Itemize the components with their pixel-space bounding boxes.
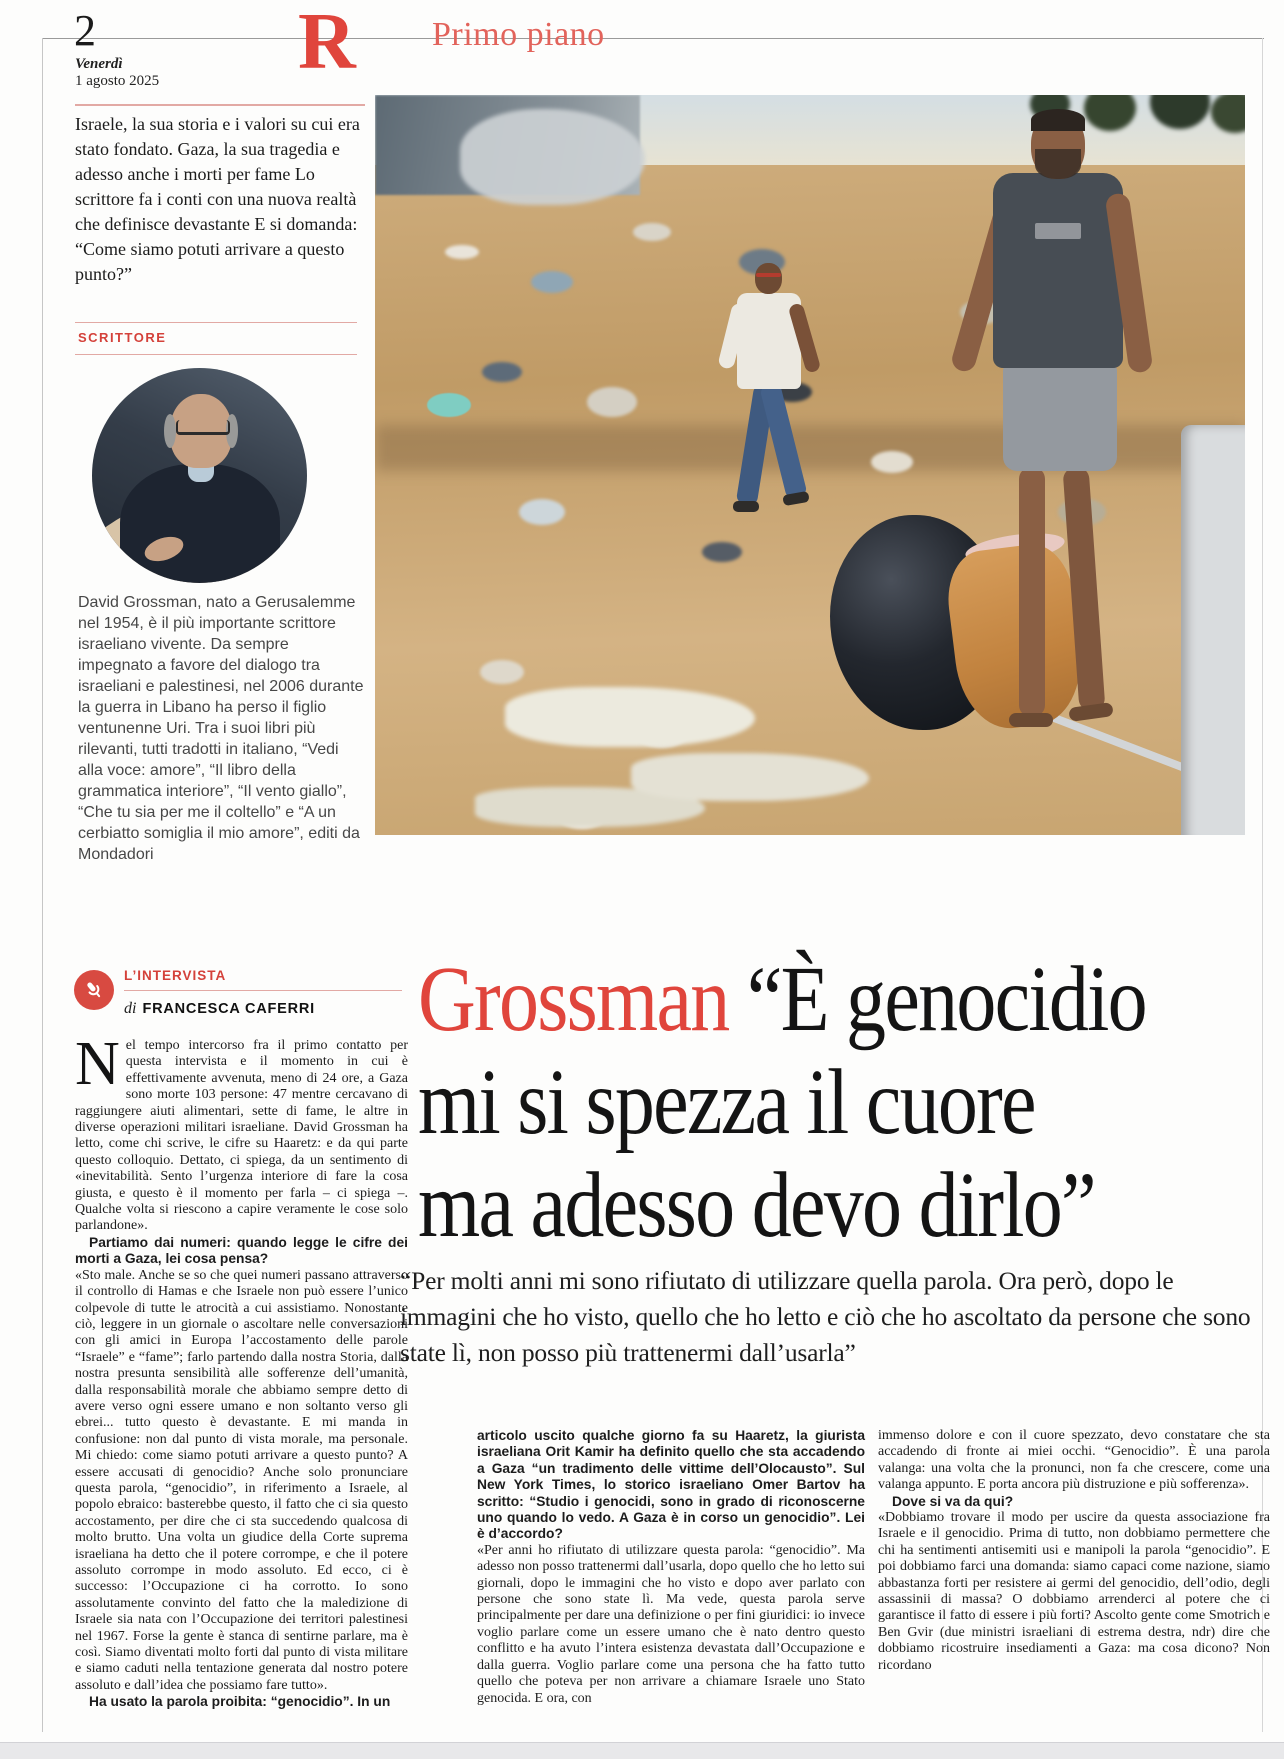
page-bottom-strip — [0, 1742, 1284, 1759]
photo-boy-figure — [725, 263, 820, 603]
portrait-collar — [188, 466, 214, 482]
intervista-rule — [124, 990, 402, 991]
intervista-label: L’INTERVISTA — [124, 968, 227, 983]
main-photo — [375, 95, 1245, 835]
byline — [124, 1000, 315, 1018]
man-shorts — [1003, 363, 1117, 471]
man-hair — [1031, 109, 1085, 131]
scrittore-label: SCRITTORE — [78, 330, 167, 345]
headline-kicker: Grossman — [418, 948, 729, 1051]
article-column-1 — [75, 1030, 408, 1711]
top-rule — [42, 38, 1264, 39]
interview-answer: «Dobbiamo trovare il modo per uscire da questa associazione fra Israele e il genocidio. Prima di tutto, non dobbiamo permettere che chi ha sentimenti antisemiti usi e manipoli la parola “genocidio”. E poi dobbiamo farci una domanda: siamo capaci come nazione, siamo abbastanza forti per resistere ai germi del genocidio, dell’odio, degli assassinii di massa? O dobbiamo arrenderci al potere che ci garantisce il fatto di essere i più forti? Ascolto gente come Smotrich e Ben Gvir (due ministri israeliani di estrema destra, ndr) dire che dobbiamo ricostruire insediamenti a Gaza: ma cosa dicono? Non ricordano — [878, 1510, 1270, 1673]
interview-question: Dove si va da qui? — [892, 1493, 1014, 1509]
man-sandal — [1009, 713, 1053, 727]
scrittore-rule-top — [75, 322, 357, 323]
man-sandal — [1068, 702, 1114, 722]
photo-cloth — [505, 687, 755, 747]
author-bio: David Grossman, nato a Gerusalemme nel 1954, è il più importante scrittore israeliano vivente. Da sempre impegnato a favore del dialogo tra israeliani e palestinesi, nel 2006 durante la guerra in Libano ha perso il figlio ventunenne Uri. Tra i suoi libri più rilevanti, tutti tradotti in italiano, “Vedi alla voce: amore”, “Il libro della grammatica interiore”, “Il vento giallo”, “Che tu sia per me il coltello” e “A un cerbiatto somiglia il mio amore”, editi da Mondadori — [78, 594, 364, 863]
interview-answer: «Sto male. Anche se so che quei numeri passano attraverso il controllo di Hamas e che Israele non può essere l’unico colpevole di tutte le atrocità a cui assistiamo. Nonostante ciò, leggere in un giornale o ascoltare nelle conversazioni con gli amici in Europa l’accostamento delle parole “Israele” e “fame”; farlo partendo dalla nostra Storia, dalla nostra presunta sensibilità alle sofferenze dell’umanità, dalla responsabilità morale che abbiamo sempre detto di avere verso ogni essere umano e non soltanto verso gli ebrei... tutto questo è devastante. E mi manda in confusione: non dal punto di vista morale, ma personale. Mi chiedo: come siamo potuti arrivare a questo punto? A essere accusati di genocidio? Anche solo pronunciare questa parola, “genocidio”, in riferimento a Israele, al popolo ebraico: basterebbe questo, il fatto che ci sia questo accostamento, per dire che ci sta succedendo qualcosa di molto brutto. Una volta un giudice della Corte suprema israeliana ha detto che il potere corrompe, e che il potere assoluto corrompe in modo assoluto. Ed ecco, ci è successo: l’Occupazione ci ha corrotto. Io sono assolutamente convinto del fatto che la maledizione di Israele sia nata con l’Occupazione dei territori palestinesi nel 1967. Forse la gente è stanca di sentirne parlare, ma è così. Siamo diventati molto forti dal punto di vista militare e siamo caduti nella tentazione generata dal nostro potere assoluto e dall’idea che possiamo fare tutto». — [75, 1267, 408, 1693]
headline-line1: “È genocidio — [746, 948, 1146, 1051]
boy-glasses — [756, 273, 781, 277]
man-leg — [1019, 467, 1045, 717]
page-number: 2 — [74, 6, 96, 55]
man-shirt-logo — [1035, 223, 1081, 239]
boy-shoe — [733, 501, 759, 512]
photo-debris — [445, 245, 479, 259]
headline-line2: mi si spezza il cuore — [418, 1051, 1035, 1154]
photo-tarp — [460, 109, 645, 205]
standfirst: Israele, la sua storia e i valori su cui era stato fondato. Gaza, la sua tragedia e adesso anche i morti per fame Lo scrittore fa i conti con una nuova realtà che definisce devastante E si domanda: “Come siamo potuti arrivare a questo punto?” — [75, 114, 360, 284]
section-title: Primo piano — [432, 16, 605, 53]
interview-question-continued: articolo uscito qualche giorno fa su Haaretz, la giurista israeliana Orit Kamir ha definito quello che sta accadendo a Gaza “un tradimento delle vittime dell’Olocausto”. Sul New York Times, lo storico israeliano Omer Bartov ha scritto: “Studio i genocidi, sono in grado di riconoscerne uno quando lo vedo. A Gaza è in corso un genocidio”. Lei è d’accordo? — [477, 1428, 865, 1542]
weekday: Venerdì — [75, 56, 123, 72]
byline-name: FRANCESCA CAFERRI — [142, 1001, 316, 1017]
article-column-3 — [878, 1428, 1270, 1674]
interview-question: Ha usato la parola proibita: “genocidio”. In un — [89, 1694, 391, 1710]
man-leg — [1063, 466, 1106, 711]
boy-head — [755, 263, 782, 294]
interview-answer: «Per anni ho rifiutato di utilizzare questa parola: “genocidio”. Ma adesso non posso trattenermi dall’usarla, dopo quello che ho letto sui giornali, dopo le immagini che ho visto e dopo aver parlato con persone che sono state lì. Ma vede, questa parola serve principalmente per dare una definizione o per fini giuridici: io invece voglio parlare come un essere umano che è nato dentro questo conflitto e ha avuto l’intera esistenza devastata dall’Occupazione e dalla guerra. Voglio parlare come una persona che ha fatto tutto quello che poteva per non arrivare a chiamare Israele uno Stato genocida. E ora, con — [477, 1542, 865, 1706]
headline-line3: ma adesso devo dirlo” — [418, 1154, 1095, 1257]
headline — [418, 948, 1264, 1257]
photo-bucket — [427, 393, 471, 417]
date-block — [75, 56, 159, 90]
microphone-icon — [83, 979, 105, 1001]
photo-man-figure — [975, 113, 1245, 835]
left-rule — [42, 38, 43, 1732]
portrait-glasses — [176, 420, 230, 435]
man-beard — [1035, 149, 1081, 179]
lead-paragraph: Nel tempo intercorso fra il primo contatto per questa intervista e il momento in cui è effettivamente avvenuta, meno di 24 ore, a Gaza sono morte 103 persone: 47 mentre cercavano di raggiungere aiuti alimentari, sette di fame, le altre in diverse operazioni militari israeliane. David Grossman ha letto, come chi scrive, le cifre su Haaretz: e da qui parte questo colloquio. Dettato, ci spiega, da un sentimento di «inevitabilità. Sento l’urgenza interiore di fare la cosa giusta, e questo è il momento per farla – ci spiega –. Qualche volta si riescono a capire veramente le cose solo parlandone». — [75, 1030, 408, 1234]
intervista-badge — [74, 970, 114, 1010]
interview-question: Partiamo dai numeri: quando legge le cifre dei morti a Gaza, lei cosa pensa? — [75, 1234, 408, 1267]
standfirst-rule — [75, 104, 365, 106]
date: 1 agosto 2025 — [75, 73, 160, 89]
portrait-hair-left — [164, 414, 176, 448]
man-shirt — [993, 173, 1123, 368]
subheadline-quote: “Per molti anni mi sono rifiutato di utilizzare quella parola. Ora però, dopo le immagini che ho visto, quello che ho letto e ciò che ho ascoltato da persone che sono state lì, non posso più trattenermi dall’usarla” — [400, 1266, 1251, 1367]
author-portrait — [92, 368, 307, 583]
drop-cap: N — [75, 1030, 120, 1098]
article-column-2 — [477, 1428, 865, 1707]
interview-answer-continued: immenso dolore e con il cuore spezzato, devo constatare che sta accadendo di fronte ai miei occhi. “Genocidio”. È una parola valanga: una volta che la pronunci, non fa che crescere, come una valanga appunto. E porta ancora più distruzione e più sofferenza». — [878, 1428, 1270, 1493]
newspaper-logo: R — [298, 0, 356, 86]
scrittore-rule-bottom — [75, 354, 357, 355]
byline-prefix: di — [124, 1000, 137, 1017]
